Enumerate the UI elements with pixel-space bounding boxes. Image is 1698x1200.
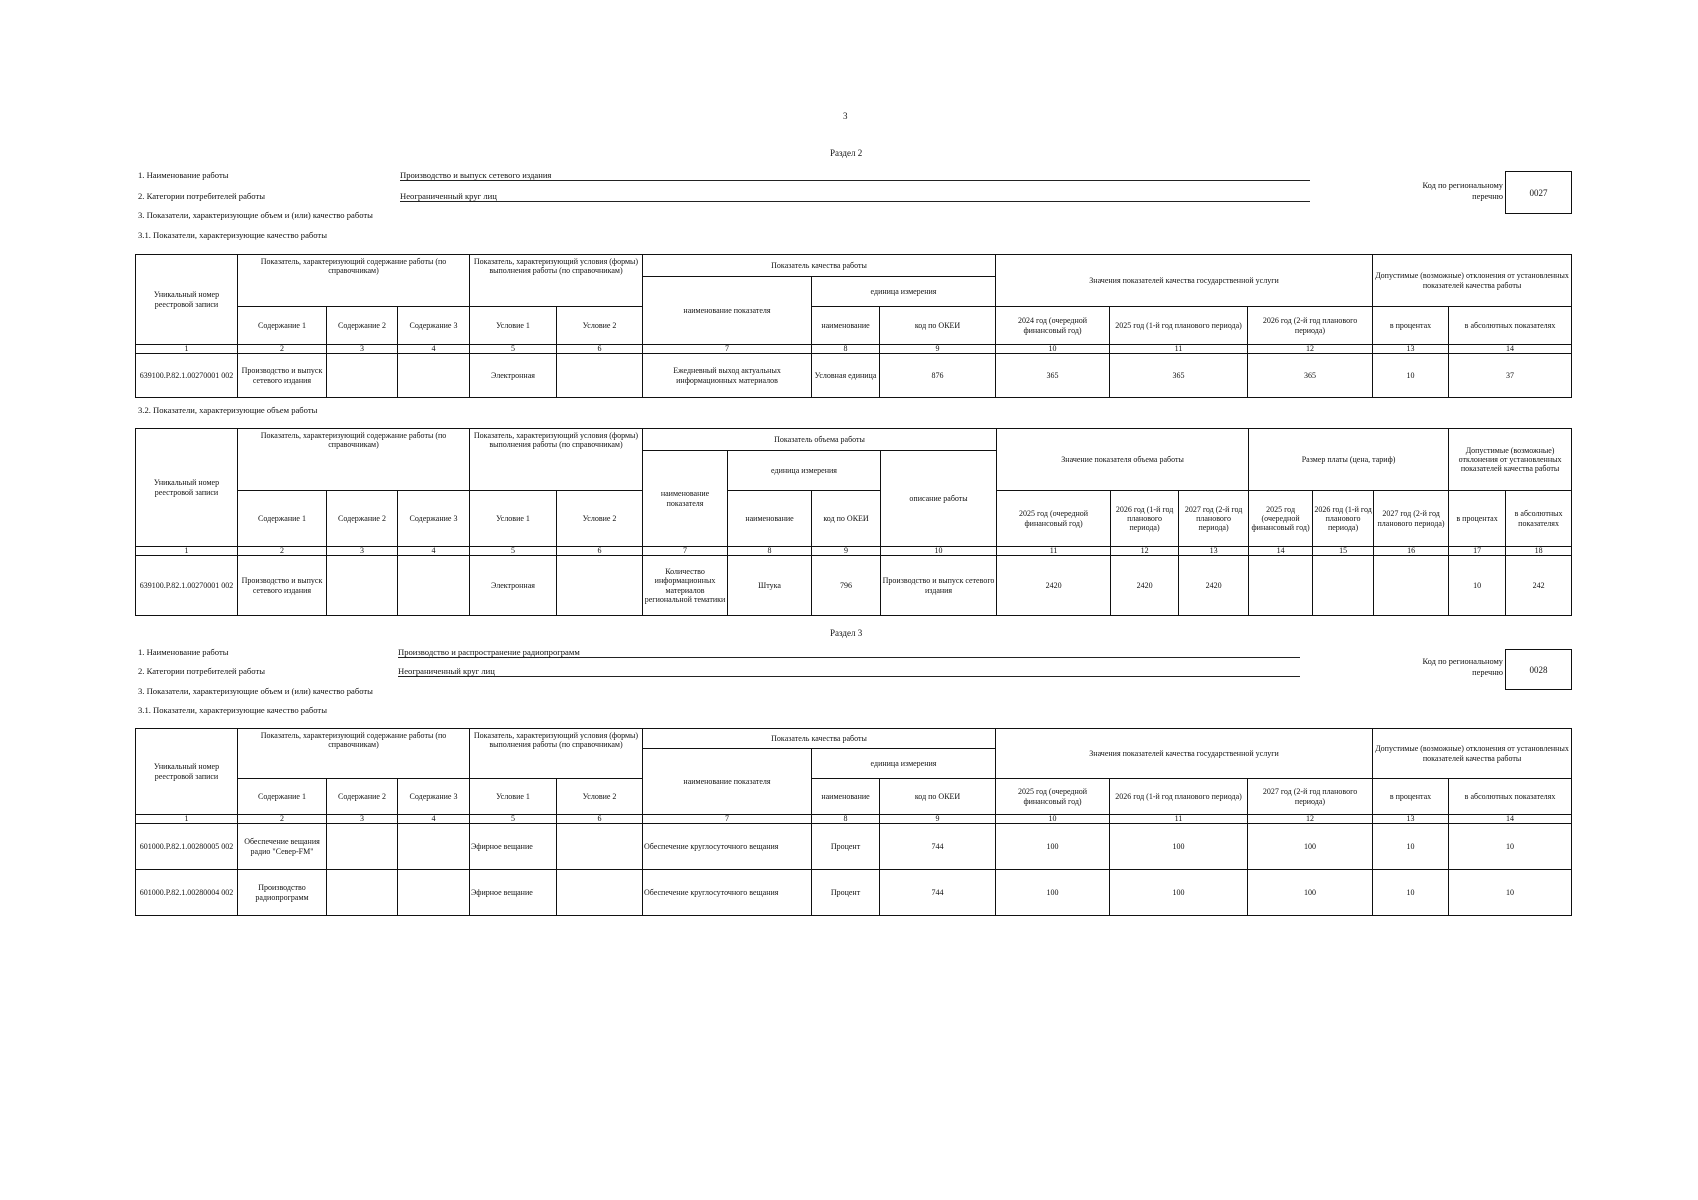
cell-content3 — [398, 354, 470, 398]
cell-indicator: Ежедневный выход актуальных информационных материалов — [643, 354, 812, 398]
indicators-label: 3. Показатели, характеризующие объем и (или) качество работы — [138, 686, 373, 696]
quality-label: 3.1. Показатели, характеризующие качество работы — [138, 230, 327, 240]
cell-v1: 100 — [996, 824, 1110, 870]
header-allowed-deviations: Допустимые (возможные) отклонения от установленных показателей качества работы — [1373, 729, 1572, 779]
col-number: 6 — [557, 547, 643, 556]
header-okei: код по ОКЕИ — [812, 491, 881, 547]
col-number: 7 — [643, 345, 812, 354]
volume-table-a — [135, 428, 1572, 616]
work-name-label: 1. Наименование работы — [138, 647, 229, 657]
cell-v3: 100 — [1248, 870, 1373, 916]
work-name-value: Производство и распространение радиопрограмм — [398, 647, 1300, 658]
header-unique-number: Уникальный номер реестровой записи — [136, 729, 238, 815]
header-percent: в процентах — [1373, 779, 1449, 815]
header-quality-indicator: Показатель качества работы — [643, 255, 996, 277]
header-content3: Содержание 3 — [398, 307, 470, 345]
cell-pct: 10 — [1373, 870, 1449, 916]
col-number: 8 — [728, 547, 812, 556]
work-name-label: 1. Наименование работы — [138, 170, 229, 180]
header-indicator-name: наименование показателя — [643, 749, 812, 815]
cell-content2 — [327, 824, 398, 870]
header-fee-year-2: 2026 год (1-й год планового периода) — [1313, 491, 1374, 547]
header-content1: Содержание 1 — [238, 307, 327, 345]
header-year-1: 2024 год (очередной финансовый год) — [996, 307, 1110, 345]
col-number: 15 — [1313, 547, 1374, 556]
cell-indicator: Обеспечение круглосуточного вещания — [643, 870, 812, 916]
code-label: Код по региональному перечню — [1422, 657, 1503, 677]
cell-okei: 744 — [880, 870, 996, 916]
col-number: 10 — [881, 547, 997, 556]
cell-okei: 796 — [812, 556, 881, 616]
col-number: 5 — [470, 345, 557, 354]
cell-v2: 2420 — [1111, 556, 1179, 616]
col-number: 1 — [136, 345, 238, 354]
col-number: 14 — [1449, 345, 1572, 354]
header-percent: в процентах — [1449, 491, 1506, 547]
header-indicator-name: наименование показателя — [643, 451, 728, 547]
col-number: 10 — [996, 815, 1110, 824]
col-number: 3 — [327, 345, 398, 354]
consumers-value: Неограниченный круг лиц — [400, 191, 1310, 202]
header-content-indicator: Показатель, характеризующий содержание работы (по справочникам) — [238, 255, 470, 307]
header-absolute: в абсолютных показателях — [1449, 307, 1572, 345]
col-number: 13 — [1179, 547, 1249, 556]
cell-content2 — [327, 354, 398, 398]
header-unique-number: Уникальный номер реестровой записи — [136, 255, 238, 345]
header-unit: единица измерения — [812, 277, 996, 307]
section-title: Раздел 3 — [830, 628, 863, 638]
header-year-2: 2026 год (1-й год планового периода) — [1110, 779, 1248, 815]
cell-abs: 37 — [1449, 354, 1572, 398]
consumers-label: 2. Категории потребителей работы — [138, 191, 265, 201]
col-number: 12 — [1111, 547, 1179, 556]
header-percent: в процентах — [1373, 307, 1449, 345]
cell-pct: 10 — [1373, 354, 1449, 398]
header-absolute: в абсолютных показателях — [1506, 491, 1572, 547]
col-number: 7 — [643, 815, 812, 824]
cell-content3 — [398, 824, 470, 870]
cell-fee1 — [1249, 556, 1313, 616]
header-cond2: Условие 2 — [557, 491, 643, 547]
header-okei: код по ОКЕИ — [880, 779, 996, 815]
header-year-2: 2026 год (1-й год планового периода) — [1111, 491, 1179, 547]
header-content2: Содержание 2 — [327, 307, 398, 345]
col-number: 3 — [327, 547, 398, 556]
header-fee: Размер платы (цена, тариф) — [1249, 429, 1449, 491]
cell-indicator: Обеспечение круглосуточного вещания — [643, 824, 812, 870]
col-number: 10 — [996, 345, 1110, 354]
header-content3: Содержание 3 — [398, 491, 470, 547]
header-content2: Содержание 2 — [327, 779, 398, 815]
cell-fee2 — [1313, 556, 1374, 616]
header-content1: Содержание 1 — [238, 491, 327, 547]
code-label: Код по региональному перечню — [1422, 181, 1503, 201]
cell-v3: 365 — [1248, 354, 1373, 398]
col-number: 17 — [1449, 547, 1506, 556]
col-number: 9 — [812, 547, 881, 556]
col-number: 2 — [238, 815, 327, 824]
cell-description: Производство и выпуск сетевого издания — [881, 556, 997, 616]
cell-abs: 10 — [1449, 824, 1572, 870]
cell-unit: Штука — [728, 556, 812, 616]
cell-unit: Условная единица — [812, 354, 880, 398]
page-number: 3 — [843, 111, 848, 121]
col-number: 4 — [398, 547, 470, 556]
table-row — [136, 354, 1572, 398]
cell-content1: Производство и выпуск сетевого издания — [238, 556, 327, 616]
col-number: 11 — [1110, 815, 1248, 824]
cell-pct: 10 — [1373, 824, 1449, 870]
col-number: 4 — [398, 815, 470, 824]
cell-okei: 744 — [880, 824, 996, 870]
table-row — [136, 556, 1572, 616]
cell-content3 — [398, 870, 470, 916]
work-name-value: Производство и выпуск сетевого издания — [400, 170, 1310, 181]
col-number: 13 — [1373, 345, 1449, 354]
volume-label: 3.2. Показатели, характеризующие объем работы — [138, 405, 318, 415]
header-year-2: 2025 год (1-й год планового периода) — [1110, 307, 1248, 345]
cell-reg: 639100.Р.82.1.00270001 002 — [136, 556, 238, 616]
header-content-indicator: Показатель, характеризующий содержание работы (по справочникам) — [238, 729, 470, 779]
col-number: 7 — [643, 547, 728, 556]
cell-v3: 100 — [1248, 824, 1373, 870]
table-row — [136, 870, 1572, 916]
header-unit-name: наименование — [728, 491, 812, 547]
section-title: Раздел 2 — [830, 148, 863, 158]
header-quality-values: Значения показателей качества государственной услуги — [996, 255, 1373, 307]
cell-reg: 601000.Р.82.1.00280005 002 — [136, 824, 238, 870]
header-quality-values: Значения показателей качества государственной услуги — [996, 729, 1373, 779]
col-number: 14 — [1249, 547, 1313, 556]
header-fee-year-3: 2027 год (2-й год планового периода) — [1374, 491, 1449, 547]
col-number: 2 — [238, 345, 327, 354]
cell-okei: 876 — [880, 354, 996, 398]
header-condition-indicator: Показатель, характеризующий условия (формы) выполнения работы (по справочникам) — [470, 729, 643, 779]
cell-v1: 2420 — [997, 556, 1111, 616]
header-year-1: 2025 год (очередной финансовый год) — [997, 491, 1111, 547]
col-number: 11 — [997, 547, 1111, 556]
header-cond1: Условие 1 — [470, 779, 557, 815]
header-unit-name: наименование — [812, 779, 880, 815]
col-number: 8 — [812, 815, 880, 824]
cell-v3: 2420 — [1179, 556, 1249, 616]
header-unit: единица измерения — [728, 451, 881, 491]
header-volume-value: Значение показателя объема работы — [997, 429, 1249, 491]
cell-unit: Процент — [812, 870, 880, 916]
header-volume-indicator: Показатель объема работы — [643, 429, 997, 451]
col-number: 2 — [238, 547, 327, 556]
cell-v2: 365 — [1110, 354, 1248, 398]
cell-cond2 — [557, 556, 643, 616]
cell-reg: 601000.Р.82.1.00280004 002 — [136, 870, 238, 916]
header-cond2: Условие 2 — [557, 779, 643, 815]
quality-label: 3.1. Показатели, характеризующие качество работы — [138, 705, 327, 715]
cell-cond2 — [557, 870, 643, 916]
header-content3: Содержание 3 — [398, 779, 470, 815]
cell-content3 — [398, 556, 470, 616]
cell-unit: Процент — [812, 824, 880, 870]
cell-content1: Производство радиопрограмм — [238, 870, 327, 916]
header-indicator-name: наименование показателя — [643, 277, 812, 345]
cell-cond1: Электронная — [470, 354, 557, 398]
cell-content1: Обеспечение вещания радио "Север-FM" — [238, 824, 327, 870]
col-number: 6 — [557, 345, 643, 354]
consumers-value: Неограниченный круг лиц — [398, 666, 1300, 677]
col-number: 1 — [136, 547, 238, 556]
header-cond1: Условие 1 — [470, 491, 557, 547]
quality-table-a — [135, 254, 1572, 398]
indicators-label: 3. Показатели, характеризующие объем и (или) качество работы — [138, 210, 373, 220]
cell-cond1: Электронная — [470, 556, 557, 616]
table-row — [136, 824, 1572, 870]
col-number: 9 — [880, 345, 996, 354]
cell-v1: 100 — [996, 870, 1110, 916]
code-box: 0027 — [1505, 171, 1572, 214]
col-number: 13 — [1373, 815, 1449, 824]
cell-cond2 — [557, 354, 643, 398]
code-box: 0028 — [1505, 649, 1572, 690]
header-year-3: 2026 год (2-й год планового периода) — [1248, 307, 1373, 345]
cell-fee3 — [1374, 556, 1449, 616]
header-condition-indicator: Показатель, характеризующий условия (формы) выполнения работы (по справочникам) — [470, 429, 643, 491]
header-okei: код по ОКЕИ — [880, 307, 996, 345]
header-cond1: Условие 1 — [470, 307, 557, 345]
header-year-3: 2027 год (2-й год планового периода) — [1179, 491, 1249, 547]
header-content-indicator: Показатель, характеризующий содержание работы (по справочникам) — [238, 429, 470, 491]
cell-v1: 365 — [996, 354, 1110, 398]
col-number: 3 — [327, 815, 398, 824]
cell-pct: 10 — [1449, 556, 1506, 616]
cell-content1: Производство и выпуск сетевого издания — [238, 354, 327, 398]
col-number: 8 — [812, 345, 880, 354]
cell-cond1: Эфирное вещание — [470, 824, 557, 870]
cell-indicator: Количество информационных материалов региональной тематики — [643, 556, 728, 616]
col-number: 1 — [136, 815, 238, 824]
header-unit: единица измерения — [812, 749, 996, 779]
header-content2: Содержание 2 — [327, 491, 398, 547]
col-number: 12 — [1248, 345, 1373, 354]
col-number: 16 — [1374, 547, 1449, 556]
quality-table-b — [135, 728, 1572, 916]
header-content1: Содержание 1 — [238, 779, 327, 815]
header-unique-number: Уникальный номер реестровой записи — [136, 429, 238, 547]
header-allowed-deviations: Допустимые (возможные) отклонения от установленных показателей качества работы — [1449, 429, 1572, 491]
cell-cond2 — [557, 824, 643, 870]
cell-abs: 10 — [1449, 870, 1572, 916]
header-unit-name: наименование — [812, 307, 880, 345]
col-number: 6 — [557, 815, 643, 824]
cell-reg: 639100.Р.82.1.00270001 002 — [136, 354, 238, 398]
header-year-1: 2025 год (очередной финансовый год) — [996, 779, 1110, 815]
header-absolute: в абсолютных показателях — [1449, 779, 1572, 815]
header-allowed-deviations: Допустимые (возможные) отклонения от установленных показателей качества работы — [1373, 255, 1572, 307]
col-number: 4 — [398, 345, 470, 354]
cell-content2 — [327, 556, 398, 616]
header-condition-indicator: Показатель, характеризующий условия (формы) выполнения работы (по справочникам) — [470, 255, 643, 307]
cell-v2: 100 — [1110, 870, 1248, 916]
col-number: 5 — [470, 815, 557, 824]
col-number: 11 — [1110, 345, 1248, 354]
col-number: 14 — [1449, 815, 1572, 824]
cell-content2 — [327, 870, 398, 916]
header-work-description: описание работы — [881, 451, 997, 547]
header-fee-year-1: 2025 год (очередной финансовый год) — [1249, 491, 1313, 547]
col-number: 9 — [880, 815, 996, 824]
header-year-3: 2027 год (2-й год планового периода) — [1248, 779, 1373, 815]
consumers-label: 2. Категории потребителей работы — [138, 666, 265, 676]
col-number: 18 — [1506, 547, 1572, 556]
cell-v2: 100 — [1110, 824, 1248, 870]
col-number: 5 — [470, 547, 557, 556]
header-cond2: Условие 2 — [557, 307, 643, 345]
cell-cond1: Эфирное вещание — [470, 870, 557, 916]
col-number: 12 — [1248, 815, 1373, 824]
header-quality-indicator: Показатель качества работы — [643, 729, 996, 749]
cell-abs: 242 — [1506, 556, 1572, 616]
